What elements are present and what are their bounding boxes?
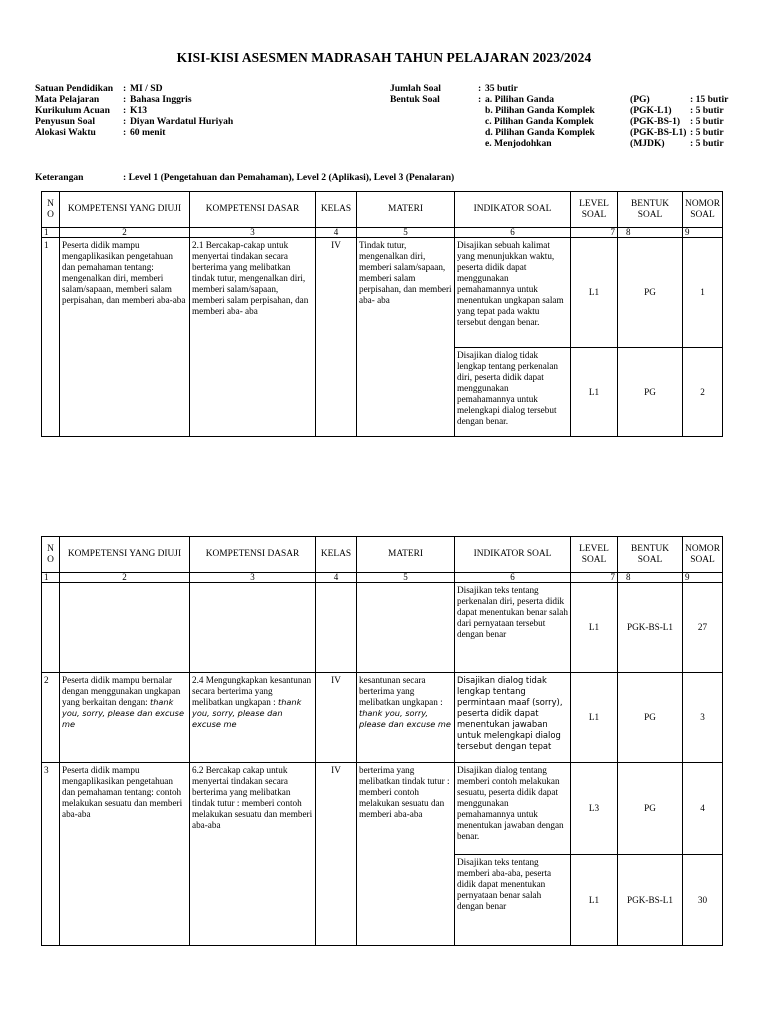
column-number-row: 1 2 3 4 5 6 7 8 9 [42,228,723,238]
info-row: Kurikulum Acuan : K13 [35,105,148,116]
kd-cell: 6.2 Bercakap cakap untuk menyertai tindakan secara berterima yang melibatkan tindak tutur : memberi contoh melakukan sesuatu dan memberi aba-aba [190,763,316,946]
info-key: Bentuk Soal [390,94,440,105]
form-code: (PGK-BS-1) [630,116,681,127]
info-value: Diyan Wardatul Huriyah [130,116,234,127]
info-row: Penyusun Soal : Diyan Wardatul Huriyah [35,116,234,127]
level-cell: L1 [571,583,618,673]
header-nomor: NOMOR SOAL [683,192,723,228]
level-cell: L3 [571,763,618,855]
nomor-cell: 1 [683,238,723,348]
kompetensi-cell: Peserta didik mampu mengaplikasikan pengetahuan dan pemahaman tentang: contoh melakukan sesuatu dan memberi aba-aba [60,763,190,946]
form-code: (PGK-BS-L1) [630,127,687,138]
form-code: (MJDK) [630,138,665,149]
materi-cell: Tindak tutur, mengenalkan diri, memberi salam/sapaan, memberi salam perpisahan, dan memberi aba- aba [357,238,455,437]
info-value: MI / SD [130,83,163,94]
row-number: 1 [42,238,60,437]
info-value: Bahasa Inggris [130,94,192,105]
bentuk-cell: PG [618,348,683,437]
form-count: : 5 butir [690,138,724,149]
bentuk-cell: PGK-BS-L1 [618,583,683,673]
info-row: Mata Pelajaran : Bahasa Inggris [35,94,192,105]
kelas-cell: IV [316,763,357,946]
info-key: Penyusun Soal [35,116,95,127]
level-cell: L1 [571,348,618,437]
header-kelas: KELAS [316,537,357,573]
header-row [42,192,723,228]
header-level: LEVEL SOAL [571,192,618,228]
info-key: Kurikulum Acuan [35,105,110,116]
identity-block [35,83,233,138]
bentuk-cell: PG [618,763,683,855]
indikator-cell: Disajikan dialog tentang memberi contoh melakukan sesuatu, peserta didik dapat menggunakan pemahamannya untuk menentukan jawaban dengan benar. [455,763,571,855]
info-key: Alokasi Waktu [35,127,96,138]
legend-label: Keterangan [35,172,84,183]
header-kd: KOMPETENSI DASAR [190,537,316,573]
level-cell: L1 [571,855,618,946]
info-row [390,127,728,138]
nomor-cell: 2 [683,348,723,437]
info-row: Bentuk Soal : a. Pilihan Ganda (PG) : 15 butir [390,94,729,105]
grid-table-page-1 [41,191,723,437]
info-row: Jumlah Soal : 35 butir [390,83,728,94]
info-value: b. Pilihan Ganda Komplek [485,105,595,116]
legend-text: : Level 1 (Pengetahuan dan Pemahaman), Level 2 (Aplikasi), Level 3 (Penalaran) [123,172,455,183]
indikator-cell: Disajikan teks tentang perkenalan diri, peserta didik dapat menentukan benar salah dari pernyataan tersebut dengan benar [455,583,571,673]
header-indikator: INDIKATOR SOAL [455,537,571,573]
info-value: K13 [130,105,148,116]
header-indikator: INDIKATOR SOAL [455,192,571,228]
indikator-cell: Disajikan sebuah kalimat yang menunjukkan waktu, peserta didik dapat menggunakan pemahamannya untuk menentukan ungkapan salam yang tepat pada waktu tersebut dengan benar. [455,238,571,348]
header-nomor: NOMOR SOAL [683,537,723,573]
row-number: 3 [42,763,60,946]
level-cell: L1 [571,673,618,763]
info-row: Satuan Pendidikan : MI / SD [35,83,163,94]
document-title: KISI-KISI ASESMEN MADRASAH TAHUN PELAJARAN 2023/2024 [176,50,592,65]
form-count: : 15 butir [690,94,729,105]
info-row [390,116,728,127]
indikator-cell: Disajikan dialog tidak lengkap tentang permintaan maaf (sorry), peserta didik dapat menentukan jawaban untuk melengkapi dialog tersebut dengan tepat [455,673,571,763]
info-key: Satuan Pendidikan [35,83,114,94]
header-kompetensi: KOMPETENSI YANG DIUJI [60,537,190,573]
header-row [42,537,723,573]
kd-cell: 2.4 Mengungkapkan kesantunan secara berterima yang melibatkan ungkapan : thank you, sorry, please dan excuse me [190,673,316,763]
form-count: : 5 butir [690,105,724,116]
table-row [42,583,723,673]
nomor-cell: 27 [683,583,723,673]
indikator-cell: Disajikan teks tentang memberi aba-aba, peserta didik dapat menentukan pernyataan benar salah dengan benar [455,855,571,946]
info-row [390,138,728,149]
level-legend [35,172,454,183]
info-value: a. Pilihan Ganda [485,94,555,105]
header-kelas: KELAS [316,192,357,228]
row-number: 2 [42,673,60,763]
info-row [390,105,728,116]
form-count: : 5 butir [690,116,724,127]
indikator-cell: Disajikan dialog tidak lengkap tentang perkenalan diri, peserta didik dapat menggunakan pemahamannya untuk melengkapi dialog tersebut dengan benar. [455,348,571,437]
table-row [42,763,723,855]
header-bentuk: BENTUK SOAL [618,192,683,228]
materi-cell: berterima yang melibatkan tindak tutur : memberi contoh melakukan sesuatu dan memberi aba-aba [357,763,455,946]
info-value: 35 butir [485,83,518,94]
column-number-row: 1 2 3 4 5 6 7 8 9 [42,573,723,583]
header-bentuk: BENTUK SOAL [618,537,683,573]
kompetensi-cell: Peserta didik mampu bernalar dengan menggunakan ungkapan yang berkaitan dengan: thank you, sorry, please dan excuse me [60,673,190,763]
header-materi: MATERI [357,192,455,228]
grid-table-page-2 [41,536,723,946]
kompetensi-cell: Peserta didik mampu mengaplikasikan pengetahuan dan pemahaman tentang: mengenalkan diri, memberi salam/sapaan, memberi salam perpisahan, dan memberi aba-aba [60,238,190,437]
nomor-cell: 3 [683,673,723,763]
kelas-cell: IV [316,238,357,437]
form-count: : 5 butir [690,127,724,138]
bentuk-cell: PG [618,673,683,763]
form-code: (PG) [630,94,650,105]
bentuk-cell: PGK-BS-L1 [618,855,683,946]
header-no: N O [42,537,60,573]
info-value: c. Pilihan Ganda Komplek [485,116,594,127]
table-row [42,673,723,763]
bentuk-cell: PG [618,238,683,348]
header-kompetensi: KOMPETENSI YANG DIUJI [60,192,190,228]
info-key: Jumlah Soal [390,83,441,94]
nomor-cell: 30 [683,855,723,946]
table-row [42,238,723,348]
header-materi: MATERI [357,537,455,573]
question-count-block [390,83,728,149]
info-value: 60 menit [130,127,166,138]
form-code: (PGK-L1) [630,105,672,116]
materi-cell: kesantunan secara berterima yang melibatkan ungkapan : thank you, sorry, please dan excuse me [357,673,455,763]
info-key: Mata Pelajaran [35,94,100,105]
kd-cell: 2.1 Bercakap-cakap untuk menyertai tindakan secara berterima yang melibatkan tindak tutur, mengenalkan diri, memberi salam/sapaan, memberi salam perpisahan, dan memberi aba- aba [190,238,316,437]
nomor-cell: 4 [683,763,723,855]
info-value: d. Pilihan Ganda Komplek [485,127,595,138]
level-cell: L1 [571,238,618,348]
header-no: N O [42,192,60,228]
header-kd: KOMPETENSI DASAR [190,192,316,228]
header-level: LEVEL SOAL [571,537,618,573]
info-row: Alokasi Waktu : 60 menit [35,127,166,138]
kelas-cell: IV [316,673,357,763]
info-value: e. Menjodohkan [485,138,552,149]
